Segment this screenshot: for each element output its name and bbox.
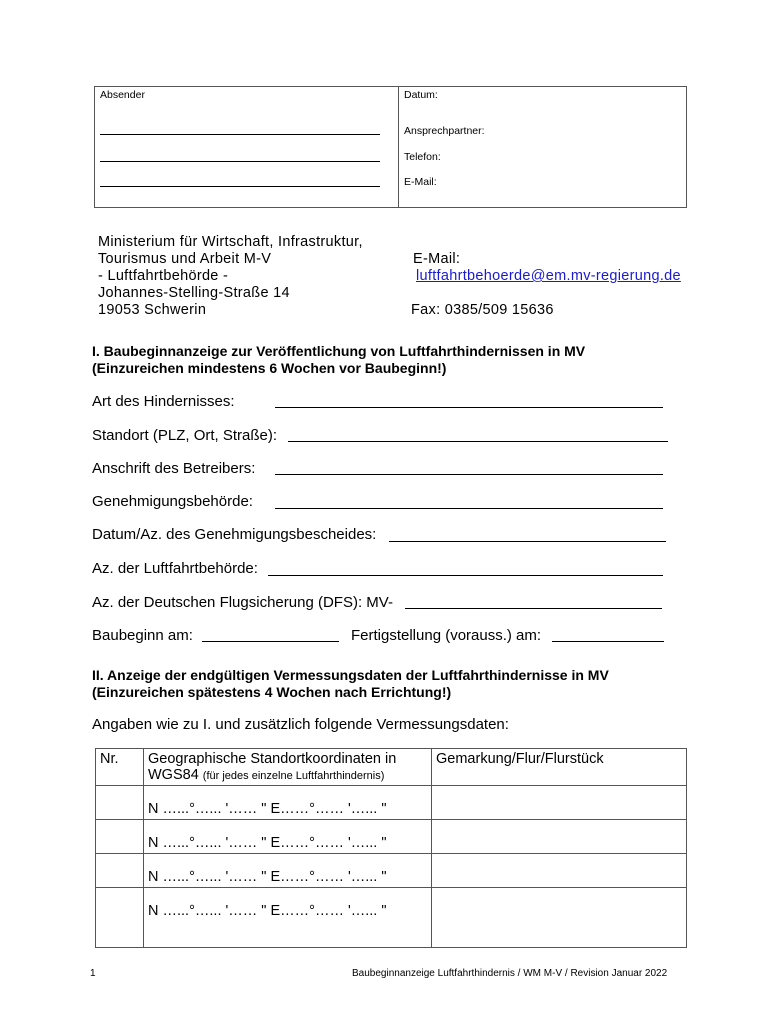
row-coords-cell[interactable]: N …...°…... '…… " E……°…… '…... " (144, 820, 432, 854)
field-anschrift-label: Anschrift des Betreibers: (92, 460, 256, 477)
section2-intro: Angaben wie zu I. und zusätzlich folgende Vermessungsdaten: (92, 716, 509, 733)
field-standort-label: Standort (PLZ, Ort, Straße): (92, 427, 278, 444)
recipient-line-4: Johannes-Stelling-Straße 14 (98, 285, 290, 301)
row-gemarkung-cell[interactable] (432, 854, 687, 888)
row-gemarkung-cell[interactable] (432, 786, 687, 820)
recipient-fax: Fax: 0385/509 15636 (411, 302, 554, 318)
header-coords-note: (für jedes einzelne Luftfahrthindernis) (202, 770, 385, 782)
field-az-dfs-label: Az. der Deutschen Flugsicherung (DFS): MV- (92, 594, 393, 611)
field-datum-az-line[interactable] (389, 541, 666, 542)
recipient-line-2: Tourismus und Arbeit M-V (98, 251, 272, 267)
recipient-line-5: 19053 Schwerin (98, 302, 207, 318)
row-gemarkung-cell[interactable] (432, 888, 687, 948)
row-nr-cell[interactable] (96, 888, 144, 948)
sender-line-3[interactable] (100, 186, 380, 187)
header-coords (144, 749, 432, 786)
recipient-email-link[interactable]: luftfahrtbehoerde@em.mv-regierung.de (416, 268, 681, 284)
field-datum-az-label: Datum/Az. des Genehmigungsbescheides: (92, 526, 377, 543)
row-coords-cell[interactable]: N …...°…... '…… " E……°…… '…... " (144, 888, 432, 948)
footer-text: Baubeginnanzeige Luftfahrthindernis / WM M-V / Revision Januar 2022 (352, 968, 668, 979)
row-coords-cell[interactable]: N …...°…... '…… " E……°…… '…... " (144, 786, 432, 820)
section1-title-line1: I. Baubeginnanzeige zur Veröffentlichung von Luftfahrthindernissen in MV (92, 343, 586, 359)
field-standort-line[interactable] (288, 441, 668, 442)
header-coords-line1: Geographische Standortkoordinaten in (148, 751, 397, 767)
field-genehmigung-label: Genehmigungsbehörde: (92, 493, 253, 510)
field-fertigstellung-label: Fertigstellung (vorauss.) am: (351, 627, 542, 644)
section1-title (92, 343, 585, 377)
recipient-line-1: Ministerium für Wirtschaft, Infrastruktur, (98, 234, 363, 250)
recipient-line-3: - Luftfahrtbehörde - (98, 268, 229, 284)
section2-title-line1: II. Anzeige der endgültigen Vermessungsdaten der Luftfahrthindernisse in MV (92, 667, 609, 683)
field-genehmigung-line[interactable] (275, 508, 663, 509)
field-az-dfs-line[interactable] (405, 608, 662, 609)
footer-page-number: 1 (90, 968, 96, 979)
ansprechpartner-label: Ansprechpartner: (404, 125, 485, 137)
table-row (96, 888, 687, 948)
section2-title-line2: (Einzureichen spätestens 4 Wochen nach Errichtung!) (92, 684, 452, 700)
section1-title-line2: (Einzureichen mindestens 6 Wochen vor Baubeginn!) (92, 360, 447, 376)
row-nr-cell[interactable] (96, 820, 144, 854)
field-art-line[interactable] (275, 407, 663, 408)
field-baubeginn-label: Baubeginn am: (92, 627, 193, 644)
sender-box-divider (398, 87, 399, 207)
coordinates-table (95, 748, 687, 948)
row-coords-cell[interactable]: N …...°…... '…… " E……°…… '…... " (144, 854, 432, 888)
table-row (96, 820, 687, 854)
sender-line-2[interactable] (100, 161, 380, 162)
table-row (96, 786, 687, 820)
recipient-address (98, 234, 398, 319)
telefon-label: Telefon: (404, 151, 441, 163)
sender-line-1[interactable] (100, 134, 380, 135)
row-nr-cell[interactable] (96, 786, 144, 820)
field-anschrift-line[interactable] (275, 474, 663, 475)
field-art-label: Art des Hindernisses: (92, 393, 235, 410)
recipient-email-label: E-Mail: (413, 251, 461, 267)
header-nr: Nr. (96, 749, 144, 786)
section2-title (92, 667, 609, 701)
field-baubeginn-line[interactable] (202, 641, 339, 642)
absender-label: Absender (100, 89, 145, 101)
table-row (96, 854, 687, 888)
sender-box (94, 86, 687, 208)
row-gemarkung-cell[interactable] (432, 820, 687, 854)
header-coords-line2: WGS84 (148, 767, 199, 783)
field-fertigstellung-line[interactable] (552, 641, 664, 642)
table-header-row (96, 749, 687, 786)
header-gemarkung: Gemarkung/Flur/Flurstück (432, 749, 687, 786)
field-az-lfb-line[interactable] (268, 575, 663, 576)
row-nr-cell[interactable] (96, 854, 144, 888)
datum-label: Datum: (404, 89, 438, 101)
email-label: E-Mail: (404, 176, 437, 188)
field-az-lfb-label: Az. der Luftfahrtbehörde: (92, 560, 258, 577)
